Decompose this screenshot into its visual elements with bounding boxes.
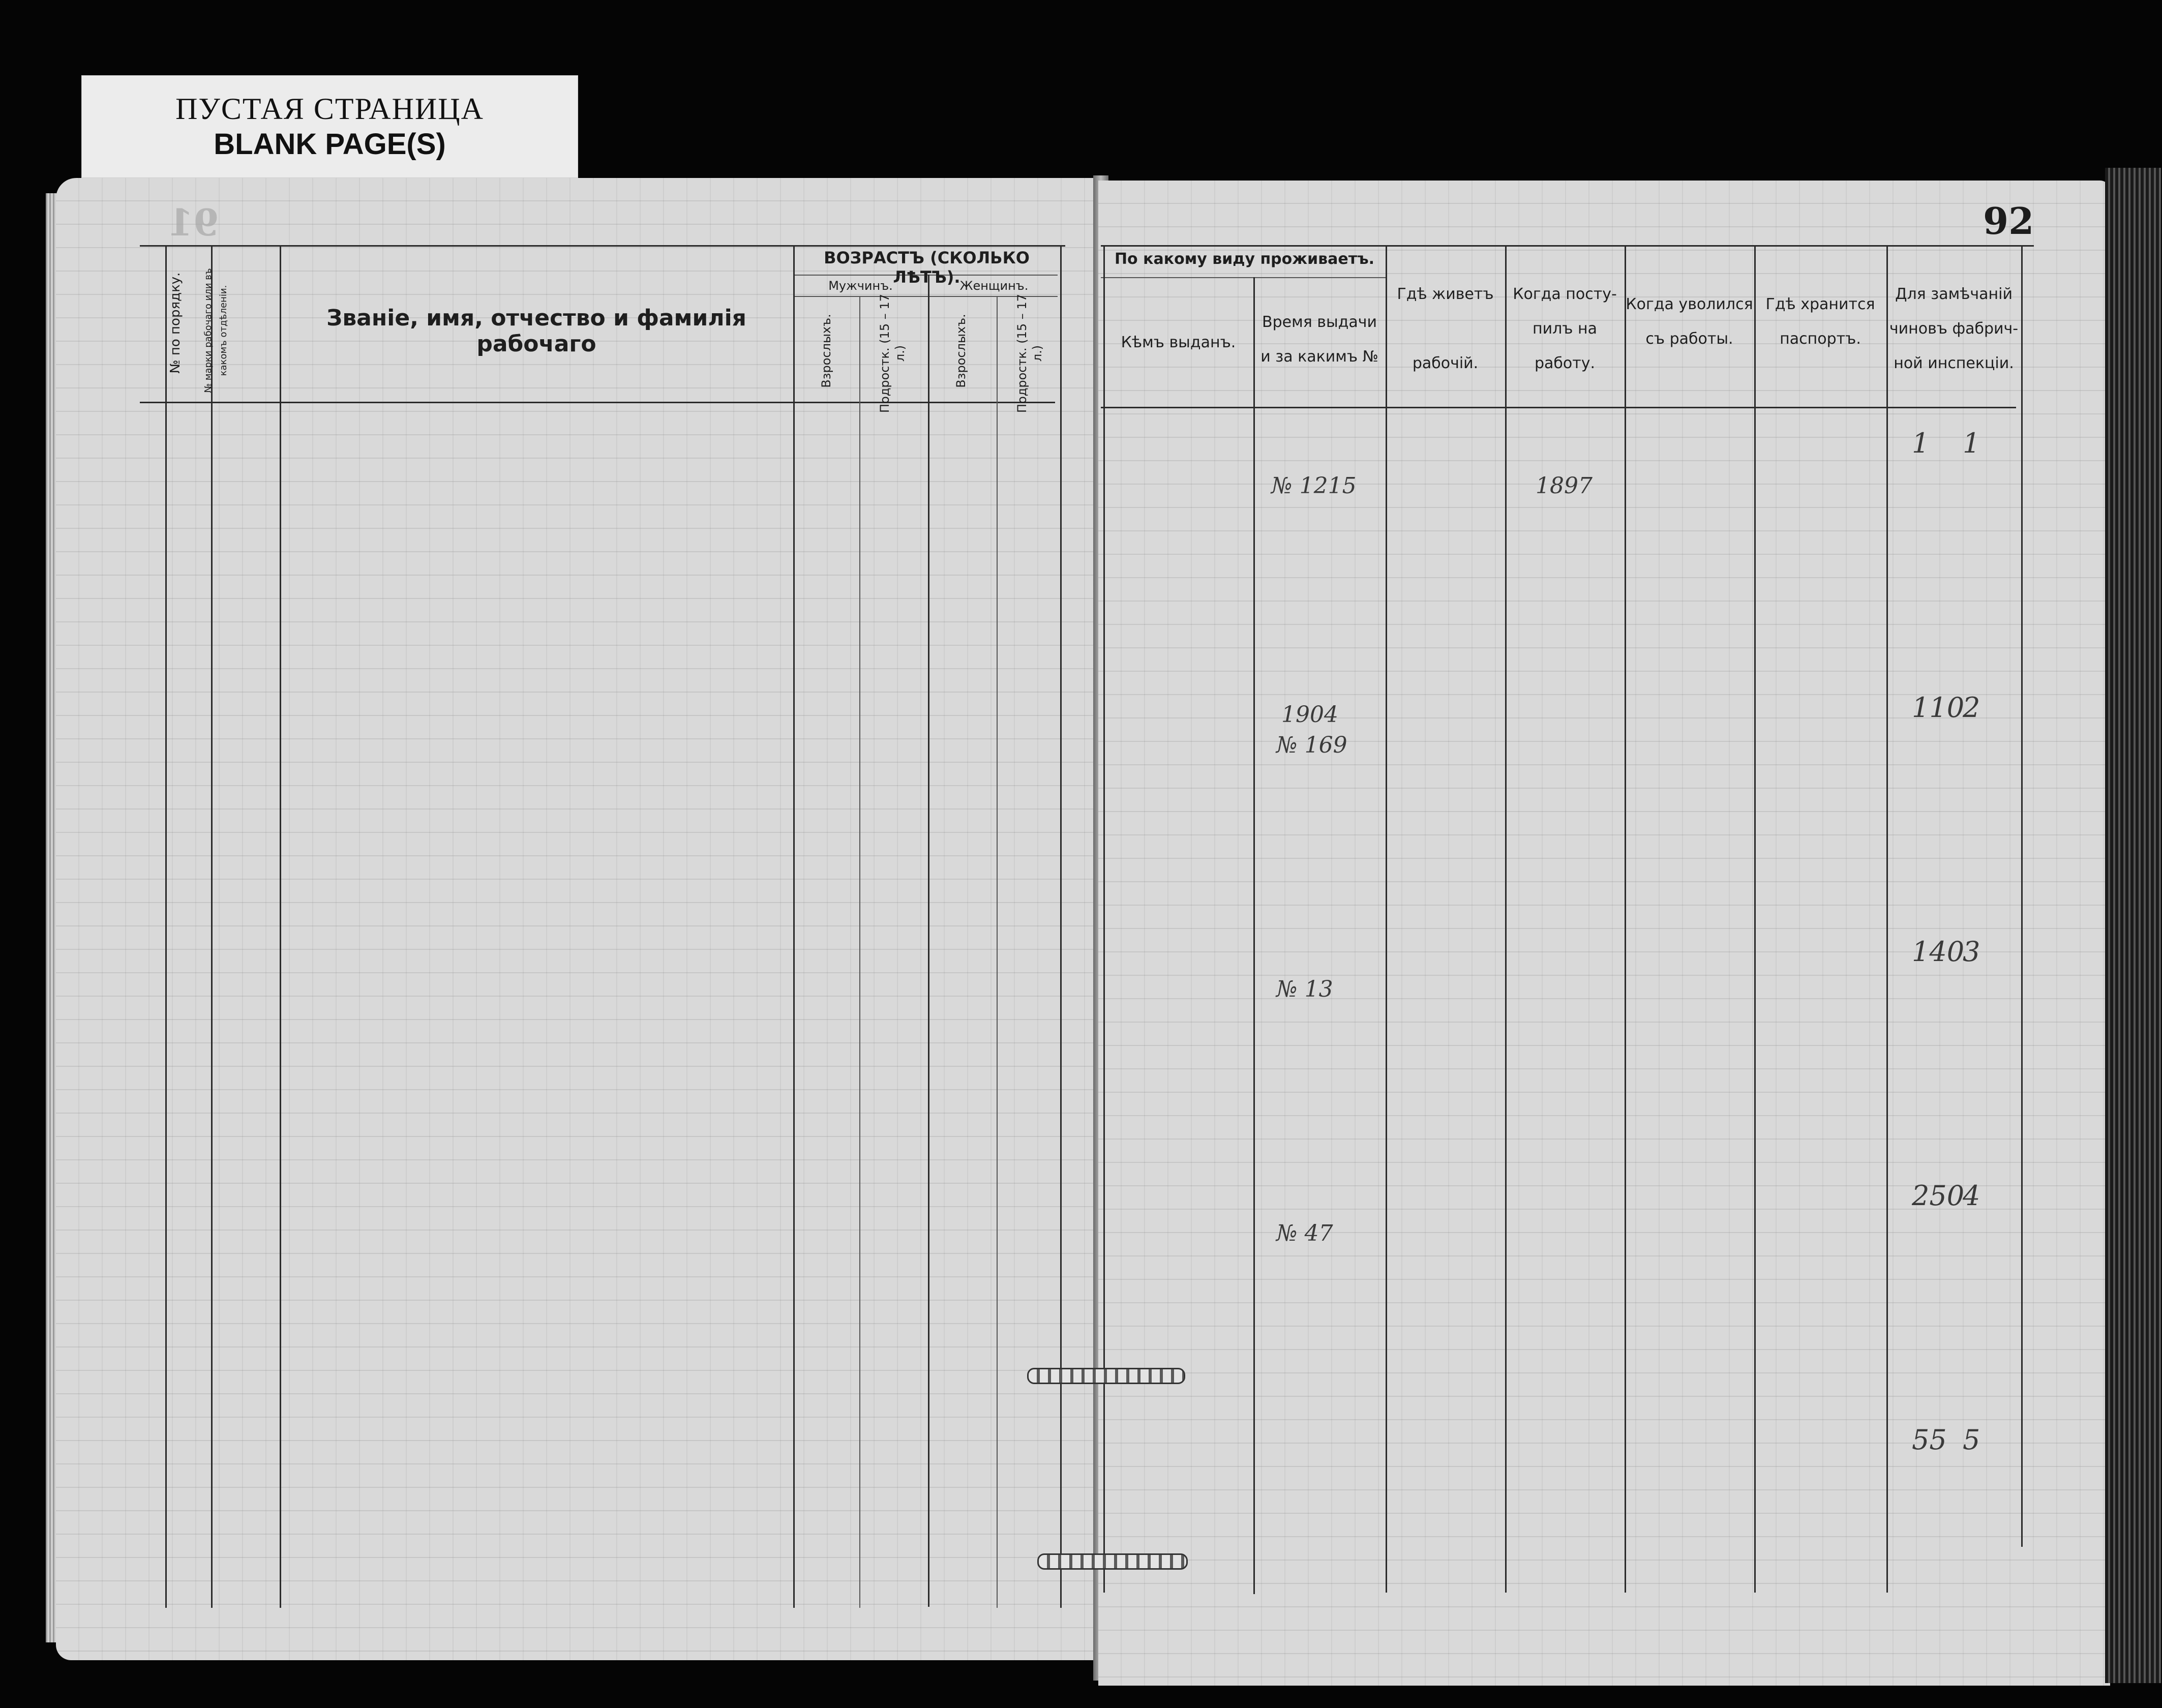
right-page — [1098, 181, 2110, 1686]
right-header-remarks — [1886, 277, 2021, 381]
left-header-women: Женщинъ. — [959, 279, 1029, 293]
left-col-divider — [211, 245, 213, 1608]
left-header-men-teens: Подростк. (15 – 17 л.) — [878, 294, 907, 413]
left-col-divider — [280, 245, 281, 1608]
blank-label-en: BLANK PAGE(S) — [214, 128, 446, 161]
left-col-divider — [928, 275, 929, 1607]
entry-row-number: 2 — [1963, 692, 1980, 724]
right-col-divider — [1625, 245, 1626, 1593]
entry-row-number: 4 — [1963, 1180, 1980, 1212]
right-header-residence: По какому виду проживаетъ. — [1114, 250, 1375, 268]
right-header-hired — [1505, 277, 1625, 381]
right-col-divider — [1103, 245, 1105, 1593]
right-header-lives-line: рабочій. — [1412, 354, 1479, 372]
right-header-top-rule — [1101, 245, 2034, 247]
entry-number: № 47 — [1276, 1220, 1333, 1246]
right-header-issue-time-line: Время выдачи — [1262, 313, 1377, 331]
left-col-divider — [793, 245, 795, 1608]
left-header-bottom-rule — [140, 402, 1055, 403]
right-header-lives — [1386, 277, 1505, 381]
left-header-top-rule — [140, 245, 1065, 247]
right-header-bottom-rule — [1101, 407, 2016, 408]
entry-number: № 169 — [1276, 732, 1347, 758]
entry-code: 250 — [1912, 1180, 1965, 1212]
left-col-divider — [859, 296, 860, 1608]
right-page-number: 92 — [1983, 199, 2034, 243]
entry-number: № 1215 — [1271, 473, 1357, 499]
entry-row-number: 1 — [1963, 427, 1980, 459]
right-header-hired-line: Когда посту- — [1513, 285, 1617, 303]
right-header-remarks-line: ной инспекціи. — [1894, 354, 2014, 372]
right-header-passport — [1754, 287, 1886, 356]
left-header-name: Званіе, имя, отчество и фамилія рабочаго — [326, 305, 746, 357]
right-header-lives-line: Гдѣ живетъ — [1397, 285, 1494, 303]
entry-date: 1897 — [1536, 473, 1593, 499]
right-header-issued-by: Кѣмъ выданъ. — [1121, 334, 1236, 351]
right-header-hired-line: работу. — [1534, 354, 1596, 372]
blank-page-label — [81, 75, 578, 178]
right-header-issue-time — [1253, 305, 1386, 374]
left-col-divider — [997, 296, 998, 1608]
entry-row-number: 5 — [1963, 1424, 1980, 1456]
entry-number: № 13 — [1276, 976, 1333, 1002]
entry-row-number: 3 — [1963, 936, 1980, 968]
right-page-edge — [2105, 168, 2161, 1683]
binding-stitch — [1027, 1368, 1185, 1384]
right-header-issue-time-line: и за какимъ № — [1260, 348, 1378, 366]
left-header-mark: № марки рабочаго или въ какомъ отдѣленіи. — [203, 268, 229, 393]
right-col-divider — [2021, 245, 2023, 1547]
left-col-divider — [1060, 245, 1062, 1608]
entry-code: 55 — [1912, 1424, 1947, 1456]
left-header-men-adults: Взрослыхъ. — [819, 314, 833, 388]
right-header-remarks-line: Для замѣчаній — [1895, 285, 2013, 303]
right-header-passport-line: паспортъ. — [1780, 330, 1861, 348]
right-header-left-work-line: Когда уволился — [1626, 295, 1753, 313]
spacer — [1386, 312, 1505, 346]
left-header-men: Мужчинъ. — [828, 279, 893, 293]
entry-date: 1904 — [1281, 702, 1338, 728]
right-header-left-work — [1625, 287, 1754, 356]
left-header-age: ВОЗРАСТЪ (СКОЛЬКО ЛѢТЪ). — [824, 248, 1030, 287]
entry-code: 110 — [1912, 692, 1965, 724]
right-header-left-work-line: съ работы. — [1645, 330, 1733, 348]
right-header-remarks-line: чиновъ фабрич- — [1889, 320, 2019, 338]
binding-stitch — [1037, 1553, 1188, 1570]
left-header-women-teens: Подростк. (15 – 17 л.) — [1015, 294, 1044, 413]
left-header-women-adults: Взрослыхъ. — [954, 314, 968, 388]
right-col-divider — [1505, 245, 1507, 1593]
right-col-divider — [1386, 245, 1387, 1593]
right-residence-subrule — [1101, 277, 1386, 278]
right-col-divider — [1253, 277, 1255, 1594]
entry-code: 140 — [1912, 936, 1965, 968]
left-header-number: № по порядку. — [168, 272, 183, 374]
entry-code: 1 — [1912, 427, 1930, 459]
left-col-divider — [165, 245, 167, 1608]
left-page-number: 91 — [168, 201, 219, 244]
blank-label-ru: ПУСТАЯ СТРАНИЦА — [175, 92, 484, 126]
right-col-divider — [1886, 245, 1888, 1593]
right-header-passport-line: Гдѣ хранится — [1765, 295, 1875, 313]
right-col-divider — [1754, 245, 1756, 1593]
right-header-hired-line: пилъ на — [1532, 320, 1598, 338]
